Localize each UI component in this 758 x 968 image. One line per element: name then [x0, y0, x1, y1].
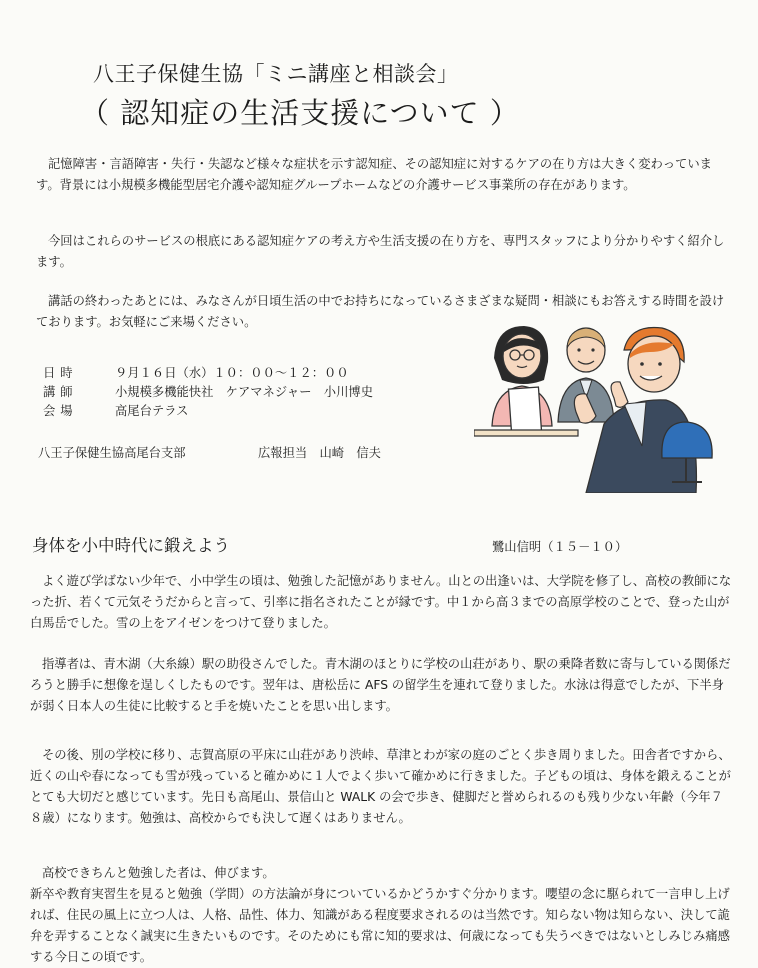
organizer-branch: 八王子保健生協高尾台支部 [38, 446, 186, 460]
event-details [43, 364, 373, 421]
speaker-value: 小規模多機能快社 ケアマネジャー 小川博史 [115, 385, 373, 399]
essay-paragraph-4-lead: 高校できちんと勉強した者は、伸びます。 [42, 866, 275, 880]
event-topic-title: （ 認知症の生活支援について ） [80, 96, 520, 130]
venue-label: 会場 [43, 404, 78, 418]
essay-paragraph-2: 指導者は、青木湖（大糸線）駅の助役さんでした。青木湖のほとりに学校の山荘があり、駅の乗降者数に寄与している関係だろうと勝手に想像を逞しくしたものです。翌年は、唐松岳に AFS の留学生を連れて登りました。水泳は得意でしたが、下半身が弱く日本人の生徒に比較すると手を焼いたことを思い出します。 [30, 657, 731, 713]
date-label: 日時 [43, 366, 78, 380]
venue-value: 高尾台テラス [115, 404, 189, 418]
woman-figure [492, 326, 552, 433]
table-edge [474, 430, 578, 436]
essay-paragraph-4-body: 新卒や教育実習生を見ると勉強（学問）の方法論が身についているかどうかすぐ分かります。嚶望の念に駆られて一言申し上げれば、住民の風上に立つ人は、人格、品性、体力、知識がある程度要求されるのは当然です。知らない物は知らない、決して詭弁を弄することなく誠実に生きたいものです。そのためにも常に知的要求は、何歳になっても失うべきではないとしみじみ痛感する今日この頃です。 [30, 887, 730, 964]
essay-paragraph-4 [30, 863, 732, 968]
essay-paragraph-3: その後、別の学校に移り、志賀高原の平床に山荘があり渋峠、草津とわが家の庭のごとく歩き周りました。田舎者ですから、近くの山や春になっても雪が残っていると確かめに１人でよく歩いて確かめに行きました。子どもの頃は、身体を鍛えることがとても大切だと感じています。先日も高尾山、景信山と WALK の会で歩き、健脚だと誉められるのも残り少ない年齢（今年７８歳）になります。勉強は、高校からでも決して遅くはありません。 [30, 748, 731, 825]
meeting-people-illustration [474, 318, 722, 493]
essay-title: 身体を小中時代に鍛えよう [32, 536, 230, 555]
event-speaker-row [43, 383, 373, 402]
intro-paragraph-3: 講話の終わったあとには、みなさんが日頃生活の中でお持ちになっているさまざまな疑問・相談にもお答えする時間を設けております。お気軽にご来場ください。 [36, 294, 725, 329]
intro-paragraph-2: 今回はこれらのサービスの根底にある認知症ケアの考え方や生活支援の在り方を、専門スタッフにより分かりやすく紹介します。 [36, 234, 725, 269]
essay-author: 鷺山信明（１５－１０） [492, 540, 628, 554]
event-venue-row [43, 402, 373, 421]
essay-paragraph-1: よく遊び学ばない少年で、小中学生の頃は、勉強した記憶がありません。山との出逢いは、大学院を修了し、高校の教師になった折、若くて元気そうだからと言って、引率に指名されたことが縁です。中１から高３までの高原学校のことで、登った山が白馬岳でした。雪の上をアイゼンをつけて登りました。 [30, 574, 732, 630]
speaker-label: 講師 [43, 385, 78, 399]
event-series-title: 八王子保健生協「ミニ講座と相談会」 [93, 62, 459, 86]
intro-paragraph-1: 記憶障害・言語障害・失行・失認など様々な症状を示す認知症、その認知症に対するケアの在り方は大きく変わっています。背景には小規模多機能型居宅介護や認知症グループホームなどの介護サービス事業所の存在があります。 [36, 157, 712, 192]
organizer-contact: 広報担当 山崎 信夫 [258, 446, 381, 460]
date-value: ９月１６日（水）１０：００～１２：００ [115, 366, 349, 380]
event-date-row [43, 364, 373, 383]
